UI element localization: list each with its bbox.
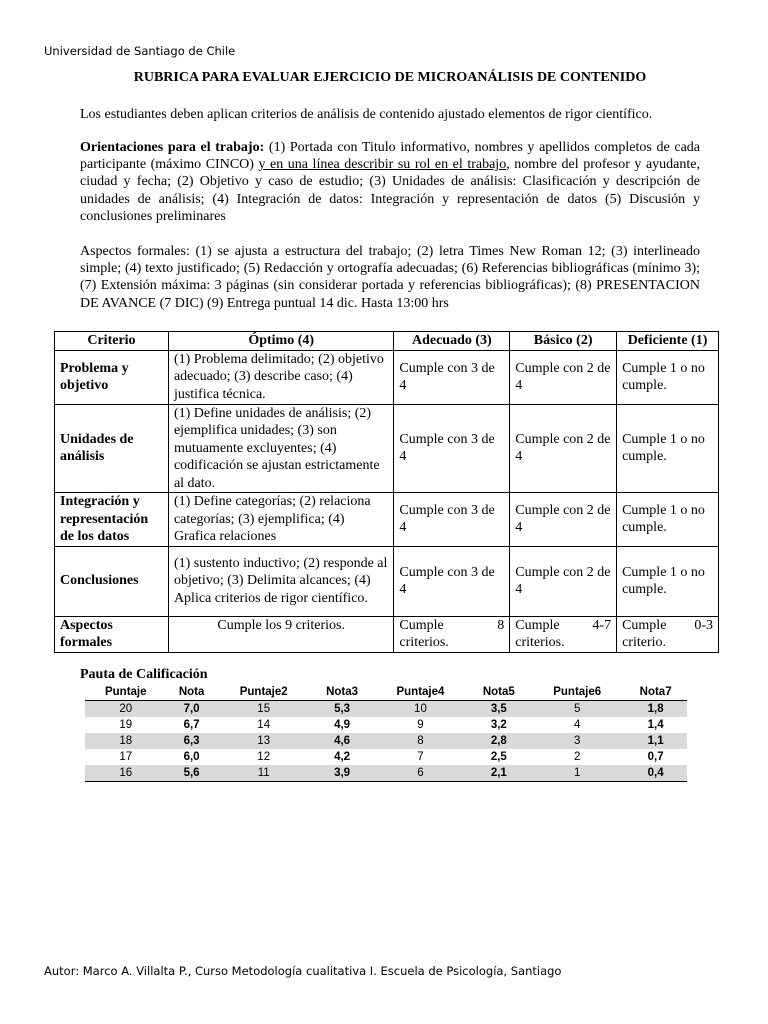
pauta-cell: 4,9	[334, 719, 351, 731]
rubric-row	[55, 546, 719, 616]
rubric-row	[55, 616, 719, 652]
pauta-cell: 1,1	[624, 733, 687, 749]
pauta-header: Puntaje2	[217, 684, 311, 701]
pauta-cell: 5	[530, 701, 624, 718]
rubric-header-criterio: Criterio	[55, 332, 169, 351]
rubric-deficiente-cell: Cumple 1 o no cumple.	[617, 493, 719, 547]
pauta-cell: 6,0	[183, 751, 200, 763]
intro-paragraph: Los estudiantes deben aplican criterios de análisis de contenido ajustado elementos de rigor científico.	[80, 107, 653, 122]
pauta-cell: 4,2	[334, 751, 351, 763]
rubric-adecuado-cell	[394, 616, 510, 652]
pauta-header: Nota	[167, 684, 217, 701]
pauta-cell: 1,4	[647, 719, 664, 731]
orientaciones-label: Orientaciones para el trabajo:	[80, 140, 265, 155]
orientaciones-text-a: (1) Portada con Titulo informativo, nombres y apellidos completos de cada participante (máximo CINCO)	[80, 140, 700, 173]
pauta-row	[85, 765, 687, 782]
pauta-cell: 20	[85, 701, 167, 718]
rubric-basico-word: Cumple	[515, 617, 560, 633]
rubric-deficiente-tail: criterio.	[622, 635, 666, 650]
pauta-cell: 2,8	[467, 733, 530, 749]
pauta-cell: 7	[417, 751, 424, 763]
rubric-basico-cell: Cumple con 2 de 4	[510, 350, 617, 404]
rubric-adecuado-cell: Cumple con 3 de 4	[394, 493, 510, 547]
rubric-optimo-cell: (1) Define categorías; (2) relaciona categorías; (3) ejemplifica; (4) Grafica relaciones	[168, 493, 393, 547]
pauta-row	[85, 733, 687, 749]
pauta-cell: 17	[119, 751, 133, 763]
rubric-header-deficiente: Deficiente (1)	[617, 332, 719, 351]
pauta-row	[85, 701, 687, 718]
pauta-cell: 2	[574, 751, 581, 763]
pauta-header: Nota5	[467, 684, 530, 701]
pauta-cell: 6,3	[167, 733, 217, 749]
rubric-basico-cell	[510, 616, 617, 652]
university-header: Universidad de Santiago de Chile	[44, 44, 236, 58]
pauta-cell: 11	[217, 765, 311, 782]
rubric-adecuado-range: 8	[497, 617, 505, 633]
pauta-cell: 1	[530, 765, 624, 782]
pauta-cell: 7,0	[167, 701, 217, 718]
pauta-cell: 19	[119, 719, 133, 731]
rubric-basico-tail: criterios.	[515, 635, 565, 650]
rubric-row	[55, 493, 719, 547]
rubric-row	[55, 404, 719, 493]
rubric-row	[55, 350, 719, 404]
rubric-criterio-cell: Unidades de análisis	[55, 404, 169, 493]
rubric-adecuado-cell: Cumple con 3 de 4	[394, 350, 510, 404]
pauta-cell: 9	[417, 719, 424, 731]
pauta-cell: 3,2	[490, 719, 507, 731]
pauta-table	[85, 684, 687, 782]
pauta-header-row	[85, 684, 687, 701]
pauta-cell: 4	[574, 719, 581, 731]
rubric-optimo-cell: Cumple los 9 criterios.	[168, 616, 393, 652]
pauta-cell: 16	[85, 765, 167, 782]
pauta-cell: 6	[373, 765, 467, 782]
pauta-cell: 1,8	[624, 701, 687, 718]
pauta-cell: 14	[257, 719, 271, 731]
pauta-header: Nota7	[624, 684, 687, 701]
pauta-cell: 10	[373, 701, 467, 718]
pauta-cell: 2,5	[490, 751, 507, 763]
rubric-header-optimo: Óptimo (4)	[168, 332, 393, 351]
rubric-criterio-cell: Integración y representación de los datos	[55, 493, 169, 547]
pauta-cell: 18	[85, 733, 167, 749]
rubric-criterio-cell: Aspectos formales	[55, 616, 169, 652]
rubric-optimo-cell: (1) Problema delimitado; (2) objetivo adecuado; (3) describe caso; (4) justifica técnica.	[168, 350, 393, 404]
pauta-cell: 6,7	[183, 719, 200, 731]
rubric-basico-cell: Cumple con 2 de 4	[510, 546, 617, 616]
rubric-criterio-cell: Conclusiones	[55, 546, 169, 616]
pauta-header: Nota3	[311, 684, 374, 701]
pauta-header: Puntaje6	[530, 684, 624, 701]
pauta-cell: 0,7	[647, 751, 664, 763]
footer-author: Autor: Marco A. Villalta P., Curso Metodología cualitativa I. Escuela de Psicología, Santiago	[44, 964, 562, 978]
rubric-deficiente-cell: Cumple 1 o no cumple.	[617, 404, 719, 493]
pauta-header: Puntaje	[85, 684, 167, 701]
pauta-cell: 0,4	[624, 765, 687, 782]
document-title: RUBRICA PARA EVALUAR EJERCICIO DE MICROANÁLISIS DE CONTENIDO	[133, 70, 647, 85]
rubric-basico-range: 4-7	[592, 617, 612, 633]
pauta-cell: 2,1	[467, 765, 530, 782]
rubric-adecuado-tail: criterios.	[399, 635, 449, 650]
rubric-header-row	[55, 332, 719, 351]
rubric-basico-cell: Cumple con 2 de 4	[510, 493, 617, 547]
pauta-cell: 15	[217, 701, 311, 718]
pauta-header: Puntaje4	[373, 684, 467, 701]
rubric-deficiente-word: Cumple	[622, 617, 667, 633]
orientaciones-underlined: y en una línea describir su rol en el trabajo	[258, 157, 507, 173]
orientaciones-paragraph	[80, 139, 700, 225]
pauta-row	[85, 717, 687, 733]
pauta-row	[85, 749, 687, 765]
pauta-cell: 3	[530, 733, 624, 749]
pauta-cell: 5,6	[167, 765, 217, 782]
pauta-cell: 3,9	[311, 765, 374, 782]
rubric-adecuado-cell: Cumple con 3 de 4	[394, 404, 510, 493]
rubric-deficiente-range: 0-3	[694, 617, 713, 633]
rubric-deficiente-cell: Cumple 1 o no cumple.	[617, 350, 719, 404]
pauta-cell: 4,6	[311, 733, 374, 749]
pauta-cell: 8	[373, 733, 467, 749]
aspectos-formales-paragraph: Aspectos formales: (1) se ajusta a estructura del trabajo; (2) letra Times New Roman 12; (3) interlineado simple; (4) texto justificado; (5) Redacción y ortografía adecuadas; (6) Referencias bibliográficas (mínimo 3); (7) Extensión máxima: 3 páginas (sin considerar portada y referencias bibliográficas); (8) PRESENTACION DE AVANCE (7 DIC) (9) Entrega puntual 14 dic. Hasta 13:00 hrs	[80, 244, 700, 311]
rubric-basico-cell: Cumple con 2 de 4	[510, 404, 617, 493]
pauta-cell: 12	[257, 751, 271, 763]
orientaciones-text-b: , nombre del profesor y ayudante, ciudad y fecha; (2) Objetivo y caso de estudio; (3) Unidades de análisis: Clasificación y descripción de unidades de análisis; (4) Integración de datos: Integración y representación de datos (5) Discusión y conclusiones preliminares	[80, 157, 700, 224]
rubric-adecuado-word: Cumple	[399, 617, 444, 633]
rubric-header-adecuado: Adecuado (3)	[394, 332, 510, 351]
rubric-table	[54, 331, 719, 653]
rubric-deficiente-cell	[617, 616, 719, 652]
rubric-header-basico: Básico (2)	[510, 332, 617, 351]
rubric-optimo-cell: (1) Define unidades de análisis; (2) ejemplifica unidades; (3) son mutuamente excluyentes; (4) codificación se ajustan estrictamente al dato.	[168, 404, 393, 493]
pauta-cell: 5,3	[311, 701, 374, 718]
pauta-title: Pauta de Calificación	[80, 667, 208, 682]
rubric-optimo-cell: (1) sustento inductivo; (2) responde al objetivo; (3) Delimita alcances; (4) Aplica criterios de rigor científico.	[168, 546, 393, 616]
rubric-adecuado-cell: Cumple con 3 de 4	[394, 546, 510, 616]
rubric-criterio-cell: Problema y objetivo	[55, 350, 169, 404]
rubric-deficiente-cell: Cumple 1 o no cumple.	[617, 546, 719, 616]
pauta-cell: 3,5	[467, 701, 530, 718]
pauta-cell: 13	[217, 733, 311, 749]
